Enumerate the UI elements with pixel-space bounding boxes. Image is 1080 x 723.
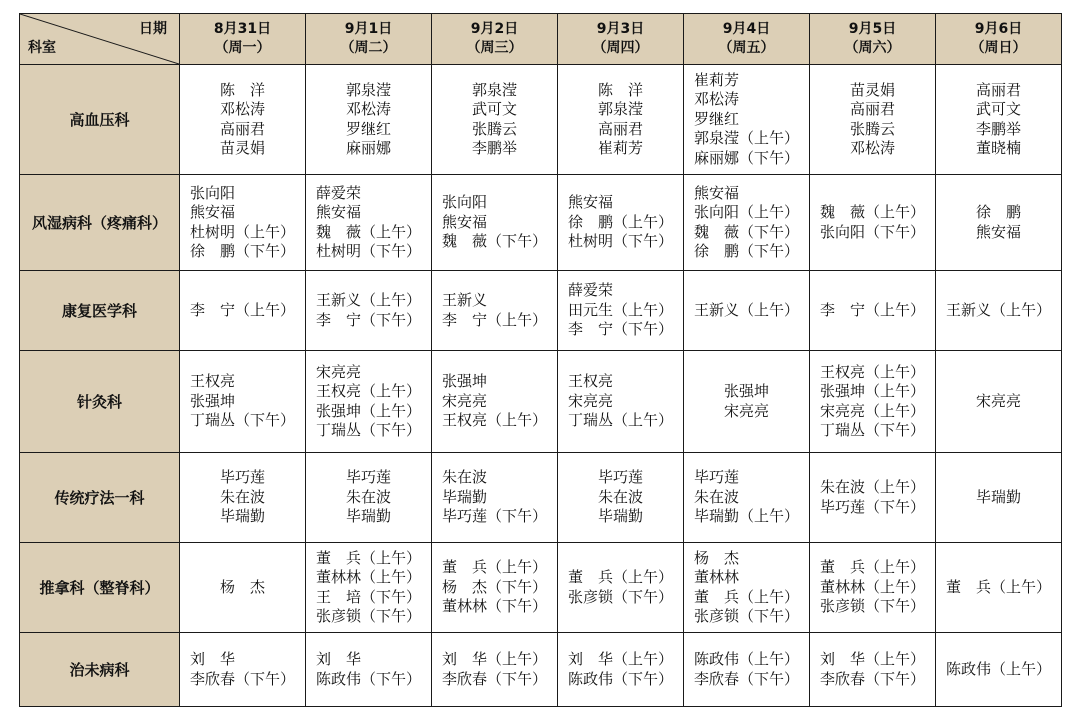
staff-name: 武可文: [975, 100, 1021, 118]
staff-name: 罗继红: [345, 119, 391, 138]
date-label: 9月4日: [722, 21, 771, 37]
staff-name: 徐 鹏: [975, 203, 1021, 221]
staff-name: 丁瑞丛（下午）: [315, 421, 421, 439]
table-row: [20, 65, 1062, 175]
date-label: 9月2日: [470, 21, 519, 37]
table-row: [20, 453, 1062, 543]
duty-name-list: [568, 650, 673, 689]
duty-cell: [558, 351, 684, 453]
duty-cell: [684, 271, 810, 351]
department-cell: 针灸科: [20, 351, 180, 453]
staff-name: 宋亮亮: [975, 391, 1021, 410]
staff-name: 宋亮亮: [315, 362, 361, 381]
duty-cell: [810, 271, 936, 351]
staff-name: 魏 薇（上午）: [315, 222, 421, 241]
duty-cell: [558, 271, 684, 351]
staff-name: 陈政伟（上午）: [693, 650, 799, 668]
staff-name: 麻丽娜（下午）: [693, 148, 799, 167]
staff-name: 邓松涛: [219, 100, 265, 118]
staff-name: 熊安福: [189, 203, 235, 221]
staff-name: 李 宁（上午）: [189, 300, 295, 319]
staff-name: 陈政伟（下午）: [567, 669, 673, 688]
duty-cell: [558, 65, 684, 175]
department-cell: 高血压科: [20, 65, 180, 175]
staff-name: 熊安福: [567, 193, 613, 212]
table-row: [20, 543, 1062, 633]
duty-cell: [432, 453, 558, 543]
staff-name: 毕瑞勤: [597, 507, 643, 526]
staff-name: 王新义（上午）: [315, 291, 421, 309]
duty-name-list: [820, 650, 925, 689]
table-row: [20, 175, 1062, 271]
staff-name: 杜树明（下午）: [567, 232, 673, 251]
staff-name: 朱在波: [597, 487, 643, 506]
staff-name: 魏 薇（上午）: [819, 203, 925, 221]
duty-cell: [558, 543, 684, 633]
staff-name: 杨 杰（下午）: [441, 577, 547, 596]
staff-name: 杜树明（下午）: [315, 242, 421, 260]
staff-name: 李 宁（下午）: [315, 310, 421, 329]
staff-name: 苗灵娟: [849, 80, 895, 99]
staff-name: 邓松涛: [693, 90, 739, 109]
staff-name: 刘 华（上午）: [567, 650, 673, 668]
corner-label-date: 日期: [139, 21, 167, 37]
department-cell: 治未病科: [20, 633, 180, 707]
staff-name: 张彦锁（下午）: [819, 597, 925, 616]
duty-cell: [180, 65, 306, 175]
duty-cell: [432, 175, 558, 271]
staff-name: 董林林（下午）: [441, 597, 547, 616]
staff-name: 张向阳: [441, 193, 487, 212]
duty-cell: [810, 175, 936, 271]
staff-name: 李鹏举: [975, 119, 1021, 138]
staff-name: 张腾云: [849, 119, 895, 138]
duty-name-list: [472, 81, 517, 159]
duty-schedule-table: [19, 13, 1062, 707]
corner-header-cell: [20, 14, 180, 65]
staff-name: 王权亮: [189, 372, 235, 391]
staff-name: 刘 华: [315, 650, 361, 668]
duty-cell: [936, 543, 1062, 633]
duty-cell: [432, 65, 558, 175]
duty-name-list: [190, 650, 295, 689]
date-header-cell: [810, 14, 936, 65]
staff-name: 熊安福: [315, 203, 361, 221]
staff-name: 高丽君: [975, 80, 1021, 99]
staff-name: 李欣春（下午）: [189, 669, 295, 688]
header-row: [20, 14, 1062, 65]
staff-name: 张强坤（上午）: [315, 401, 421, 420]
duty-name-list: [220, 578, 265, 598]
duty-cell: [684, 633, 810, 707]
duty-cell: [306, 175, 432, 271]
staff-name: 董林林（上午）: [819, 577, 925, 596]
duty-name-list: [316, 363, 421, 441]
staff-name: 杨 杰: [693, 548, 739, 567]
staff-name: 薛爱荣: [567, 281, 613, 300]
duty-cell: [936, 351, 1062, 453]
duty-cell: [684, 65, 810, 175]
duty-cell: [432, 271, 558, 351]
staff-name: 苗灵娟: [219, 139, 265, 157]
staff-name: 罗继红: [693, 109, 739, 128]
duty-name-list: [820, 558, 925, 617]
duty-cell: [180, 633, 306, 707]
weekday-label: （周三）: [466, 40, 523, 56]
staff-name: 王权亮（上午）: [441, 411, 547, 430]
staff-name: 董 兵（上午）: [315, 548, 421, 567]
staff-name: 王 培（下午）: [315, 587, 421, 606]
staff-name: 邓松涛: [849, 139, 895, 157]
weekday-label: （周一）: [214, 40, 271, 56]
duty-name-list: [190, 184, 295, 262]
staff-name: 徐 鹏（上午）: [567, 212, 673, 231]
duty-name-list: [442, 372, 547, 431]
duty-cell: [306, 271, 432, 351]
staff-name: 董 兵（上午）: [441, 558, 547, 577]
staff-name: 张强坤: [723, 382, 769, 400]
staff-name: 郭泉滢: [597, 100, 643, 118]
staff-name: 杨 杰: [219, 577, 265, 596]
duty-name-list: [850, 81, 895, 159]
staff-name: 朱在波: [219, 487, 265, 506]
staff-name: 张彦锁（下午）: [567, 587, 673, 606]
staff-name: 麻丽娜: [345, 139, 391, 157]
staff-name: 高丽君: [219, 119, 265, 138]
duty-cell: [180, 271, 306, 351]
duty-name-list: [694, 468, 799, 527]
corner-label-department: 科室: [28, 40, 56, 56]
staff-name: 张强坤: [441, 372, 487, 391]
staff-name: 崔莉芳: [693, 70, 739, 89]
weekday-label: （周四）: [592, 40, 649, 56]
staff-name: 李鹏举: [471, 139, 517, 157]
duty-cell: [810, 453, 936, 543]
staff-name: 毕瑞勤: [345, 507, 391, 526]
staff-name: 李欣春（下午）: [693, 669, 799, 688]
duty-cell: [306, 351, 432, 453]
duty-cell: [180, 175, 306, 271]
staff-name: 王权亮（上午）: [315, 382, 421, 400]
staff-name: 丁瑞丛（上午）: [567, 411, 673, 430]
staff-name: 董 兵（上午）: [567, 568, 673, 586]
staff-name: 陈政伟（下午）: [315, 669, 421, 688]
date-header-cell: [306, 14, 432, 65]
staff-name: 董 兵（上午）: [693, 587, 799, 606]
staff-name: 熊安福: [441, 212, 487, 231]
duty-name-list: [442, 558, 547, 617]
staff-name: 郭泉滢: [471, 80, 517, 99]
duty-cell: [432, 351, 558, 453]
duty-cell: [180, 543, 306, 633]
duty-name-list: [346, 81, 391, 159]
staff-name: 宋亮亮: [723, 401, 769, 420]
staff-name: 张向阳（下午）: [819, 222, 925, 241]
weekday-label: （周二）: [340, 40, 397, 56]
staff-name: 毕瑞勤: [219, 507, 265, 526]
duty-cell: [306, 543, 432, 633]
duty-cell: [558, 633, 684, 707]
department-cell: 康复医学科: [20, 271, 180, 351]
duty-name-list: [220, 468, 265, 527]
staff-name: 李 宁（上午）: [441, 310, 547, 329]
staff-name: 董 兵（上午）: [945, 577, 1051, 596]
staff-name: 李欣春（下午）: [441, 669, 547, 688]
staff-name: 熊安福: [693, 183, 739, 202]
duty-name-list: [820, 301, 925, 321]
table-row: [20, 633, 1062, 707]
staff-name: 毕瑞勤: [441, 487, 487, 506]
staff-name: 丁瑞丛（下午）: [189, 411, 295, 430]
date-label: 9月1日: [344, 21, 393, 37]
duty-cell: [558, 453, 684, 543]
staff-name: 陈 洋: [597, 80, 643, 99]
staff-name: 张腾云: [471, 119, 517, 138]
department-cell: 推拿科（整脊科）: [20, 543, 180, 633]
duty-cell: [936, 453, 1062, 543]
staff-name: 徐 鹏（下午）: [189, 242, 295, 260]
staff-name: 宋亮亮: [567, 391, 613, 410]
date-label: 9月3日: [596, 21, 645, 37]
duty-name-list: [568, 372, 673, 431]
duty-name-list: [976, 392, 1021, 412]
duty-cell: [684, 351, 810, 453]
staff-name: 毕瑞勤: [975, 487, 1021, 506]
staff-name: 崔莉芳: [597, 139, 643, 157]
duty-cell: [684, 175, 810, 271]
staff-name: 邓松涛: [345, 100, 391, 118]
staff-name: 宋亮亮（上午）: [819, 401, 925, 420]
duty-name-list: [820, 203, 925, 242]
staff-name: 高丽君: [597, 119, 643, 138]
duty-name-list: [694, 650, 799, 689]
staff-name: 武可文: [471, 100, 517, 118]
staff-name: 张强坤: [189, 391, 235, 410]
staff-name: 张强坤（上午）: [819, 382, 925, 400]
staff-name: 高丽君: [849, 100, 895, 118]
duty-name-list: [190, 301, 295, 321]
duty-name-list: [694, 301, 799, 321]
duty-cell: [936, 633, 1062, 707]
staff-name: 李欣春（下午）: [819, 669, 925, 688]
staff-name: 朱在波（上午）: [819, 478, 925, 496]
duty-cell: [180, 351, 306, 453]
staff-name: 郭泉滢（上午）: [693, 129, 799, 148]
staff-name: 毕瑞勤（上午）: [693, 507, 799, 526]
duty-name-list: [568, 281, 673, 340]
staff-name: 毕巧莲（下午）: [441, 507, 547, 526]
staff-name: 董林林（上午）: [315, 568, 421, 586]
staff-name: 王新义: [441, 291, 487, 309]
duty-name-list: [346, 468, 391, 527]
duty-name-list: [568, 193, 673, 252]
duty-cell: [306, 453, 432, 543]
duty-name-list: [724, 382, 769, 421]
date-label: 8月31日: [213, 21, 272, 37]
staff-name: 朱在波: [441, 468, 487, 487]
date-header-cell: [936, 14, 1062, 65]
staff-name: 丁瑞丛（下午）: [819, 421, 925, 439]
staff-name: 徐 鹏（下午）: [693, 242, 799, 260]
duty-cell: [810, 65, 936, 175]
duty-cell: [558, 175, 684, 271]
duty-name-list: [976, 203, 1021, 242]
staff-name: 朱在波: [693, 487, 739, 506]
duty-name-list: [820, 363, 925, 441]
staff-name: 张彦锁（下午）: [693, 607, 799, 625]
date-header-cell: [432, 14, 558, 65]
staff-name: 郭泉滢: [345, 80, 391, 99]
staff-name: 熊安福: [975, 222, 1021, 241]
duty-name-list: [598, 468, 643, 527]
duty-name-list: [442, 291, 547, 330]
duty-name-list: [694, 71, 799, 169]
staff-name: 刘 华（上午）: [819, 650, 925, 668]
staff-name: 毕巧莲: [597, 468, 643, 487]
duty-name-list: [694, 184, 799, 262]
duty-name-list: [316, 291, 421, 330]
duty-name-list: [946, 578, 1051, 598]
staff-name: 王新义（上午）: [693, 300, 799, 319]
staff-name: 董林林: [693, 568, 739, 586]
duty-name-list: [442, 468, 547, 527]
staff-name: 董 兵（上午）: [819, 558, 925, 577]
staff-name: 毕巧莲（下午）: [819, 497, 925, 516]
staff-name: 刘 华（上午）: [441, 650, 547, 668]
weekday-label: （周日）: [970, 40, 1027, 56]
staff-name: 毕巧莲: [693, 468, 739, 487]
staff-name: 刘 华: [189, 650, 235, 668]
staff-name: 张向阳: [189, 183, 235, 202]
schedule-body: [20, 65, 1062, 707]
duty-cell: [684, 543, 810, 633]
duty-cell: [684, 453, 810, 543]
duty-name-list: [568, 568, 673, 607]
duty-name-list: [220, 81, 265, 159]
staff-name: 杜树明（上午）: [189, 222, 295, 241]
staff-name: 张彦锁（下午）: [315, 607, 421, 625]
duty-cell: [180, 453, 306, 543]
duty-name-list: [598, 81, 643, 159]
staff-name: 薛爱荣: [315, 183, 361, 202]
department-cell: 传统疗法一科: [20, 453, 180, 543]
duty-cell: [810, 351, 936, 453]
duty-cell: [936, 271, 1062, 351]
duty-name-list: [442, 650, 547, 689]
staff-name: 李 宁（上午）: [819, 300, 925, 319]
duty-name-list: [442, 193, 547, 252]
department-cell: 风湿病科（疼痛科）: [20, 175, 180, 271]
staff-name: 宋亮亮: [441, 391, 487, 410]
duty-name-list: [316, 549, 421, 627]
staff-name: 陈政伟（上午）: [945, 659, 1051, 678]
duty-name-list: [190, 372, 295, 431]
duty-cell: [432, 543, 558, 633]
date-header-cell: [558, 14, 684, 65]
duty-name-list: [316, 184, 421, 262]
staff-name: 毕巧莲: [345, 468, 391, 487]
duty-cell: [810, 543, 936, 633]
duty-name-list: [976, 81, 1021, 159]
duty-cell: [432, 633, 558, 707]
duty-name-list: [316, 650, 421, 689]
duty-cell: [306, 633, 432, 707]
duty-name-list: [976, 488, 1021, 508]
date-label: 9月5日: [848, 21, 897, 37]
weekday-label: （周六）: [844, 40, 901, 56]
duty-name-list: [946, 301, 1051, 321]
duty-name-list: [946, 660, 1051, 680]
staff-name: 朱在波: [345, 487, 391, 506]
duty-cell: [936, 65, 1062, 175]
duty-cell: [306, 65, 432, 175]
weekday-label: （周五）: [718, 40, 775, 56]
date-label: 9月6日: [974, 21, 1023, 37]
staff-name: 陈 洋: [219, 80, 265, 99]
staff-name: 董晓楠: [975, 139, 1021, 157]
duty-name-list: [820, 478, 925, 517]
staff-name: 李 宁（下午）: [567, 320, 673, 339]
duty-name-list: [694, 549, 799, 627]
staff-name: 王新义（上午）: [945, 300, 1051, 319]
staff-name: 王权亮: [567, 372, 613, 391]
staff-name: 张向阳（上午）: [693, 203, 799, 221]
date-header-cell: [180, 14, 306, 65]
date-header-cell: [684, 14, 810, 65]
duty-cell: [936, 175, 1062, 271]
staff-name: 魏 薇（下午）: [693, 222, 799, 241]
table-row: [20, 351, 1062, 453]
table-row: [20, 271, 1062, 351]
staff-name: 毕巧莲: [219, 468, 265, 487]
duty-cell: [810, 633, 936, 707]
staff-name: 田元生（上午）: [567, 300, 673, 319]
staff-name: 王权亮（上午）: [819, 362, 925, 381]
staff-name: 魏 薇（下午）: [441, 232, 547, 251]
